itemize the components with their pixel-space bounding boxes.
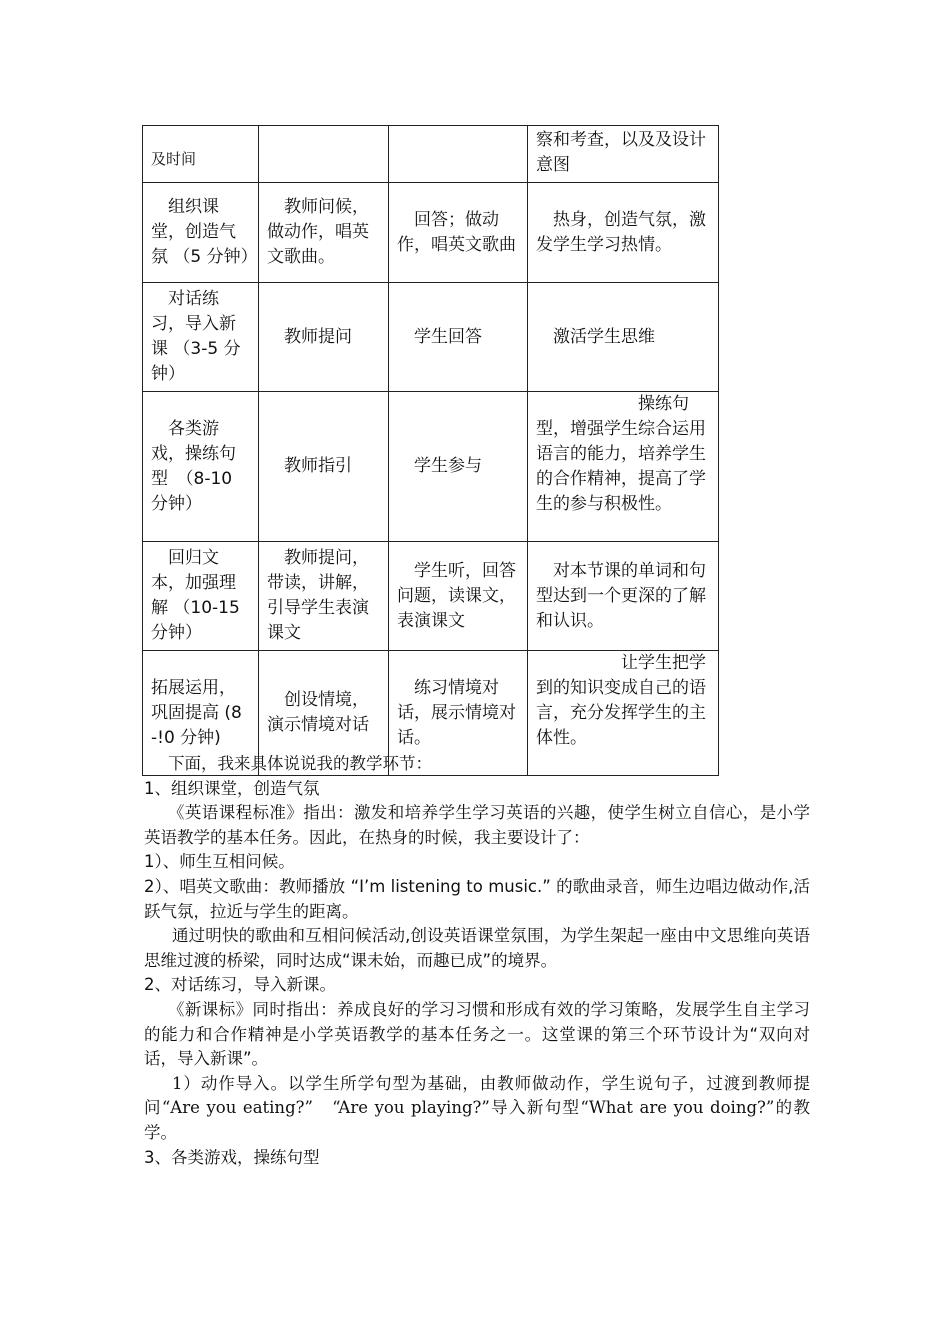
table-cell: 教师提问 — [259, 283, 389, 392]
table-cell: 让学生把学到的知识变成自己的语言，充分发挥学生的主体性。 — [528, 651, 719, 776]
list-item: 2）、唱英文歌曲：教师播放 “I’m listening to music.” 的歌曲录音，师生边唱边做动作,活跃气氛，拉近与学生的距离。 — [144, 876, 810, 921]
table-cell: 回答；做动作，唱英文歌曲 — [389, 183, 528, 283]
table-cell: 练习情境对话，展示情境对话。 — [389, 651, 528, 776]
table-cell: 激活学生思维 — [528, 283, 719, 392]
table-cell: 对话练习，导入新课 （3-5 分钟） — [143, 283, 259, 392]
table-cell: 拓展运用，巩固提高 (8-!0 分钟) — [143, 651, 259, 776]
table-cell: 学生听，回答问题，读课文，表演课文 — [389, 542, 528, 651]
table-cell: 教师提问，带读，讲解，引导学生表演课文 — [259, 542, 389, 651]
table-row — [143, 126, 719, 183]
paragraph: 下面，我来具体说说我的教学环节： — [168, 754, 432, 773]
table-cell — [259, 126, 389, 183]
table-cell: 学生回答 — [389, 283, 528, 392]
table-cell: 创设情境，演示情境对话 — [259, 651, 389, 776]
table-cell: 及时间 — [143, 126, 259, 183]
table-cell: 热身，创造气氛，激发学生学习热情。 — [528, 183, 719, 283]
table-row — [143, 542, 719, 651]
section-heading: 1、组织课堂，创造气氛 — [144, 778, 320, 798]
paragraph: 《新课标》同时指出：养成良好的学习习惯和形成有效的学习策略，发展学生自主学习的能力和合作精神是小学英语教学的基本任务之一。这堂课的第三个环节设计为“双向对话，导入新课”。 — [144, 999, 810, 1069]
document-body — [144, 752, 810, 1170]
paragraph: 《英语课程标准》指出：激发和培养学生学习英语的兴趣，使学生树立自信心，是小学英语教学的基本任务。因此，在热身的时候，我主要设计了： — [144, 803, 810, 847]
table-row — [143, 392, 719, 542]
table-cell: 各类游戏，操练句型 （8-10 分钟） — [143, 392, 259, 542]
table-cell — [389, 126, 528, 183]
table-cell: 察和考查，以及及设计意图 — [528, 126, 719, 183]
table-cell: 教师问候，做动作，唱英文歌曲。 — [259, 183, 389, 283]
list-item: 1）、师生互相问候。 — [144, 852, 295, 872]
table-cell: 教师指引 — [259, 392, 389, 542]
table-row — [143, 283, 719, 392]
paragraph: 通过明快的歌曲和互相问候活动,创设英语课堂氛围，为学生架起一座由中文思维向英语思维过渡的桥梁，同时达成“课未始，而趣已成”的境界。 — [144, 926, 810, 970]
table-row — [143, 183, 719, 283]
paragraph: 1）动作导入。以学生所学句型为基础，由教师做动作，学生说句子，过渡到教师提问“Are you eating?” “Are you playing?”导入新句型“What are you doing?”的教学。 — [144, 1073, 810, 1142]
table-cell: 组织课堂，创造气氛 （5 分钟） — [143, 183, 259, 283]
table-cell: 操练句型，增强学生综合运用语言的能力，培养学生的合作精神，提高了学生的参与积极性。 — [528, 392, 719, 542]
section-heading: 3、各类游戏，操练句型 — [144, 1147, 320, 1167]
table-cell: 学生参与 — [389, 392, 528, 542]
lesson-plan-table — [142, 125, 719, 776]
table-cell: 回归文本，加强理解 （10-15 分钟） — [143, 542, 259, 651]
section-heading: 2、对话练习，导入新课。 — [144, 975, 336, 995]
table-cell: 对本节课的单词和句型达到一个更深的了解和认识。 — [528, 542, 719, 651]
